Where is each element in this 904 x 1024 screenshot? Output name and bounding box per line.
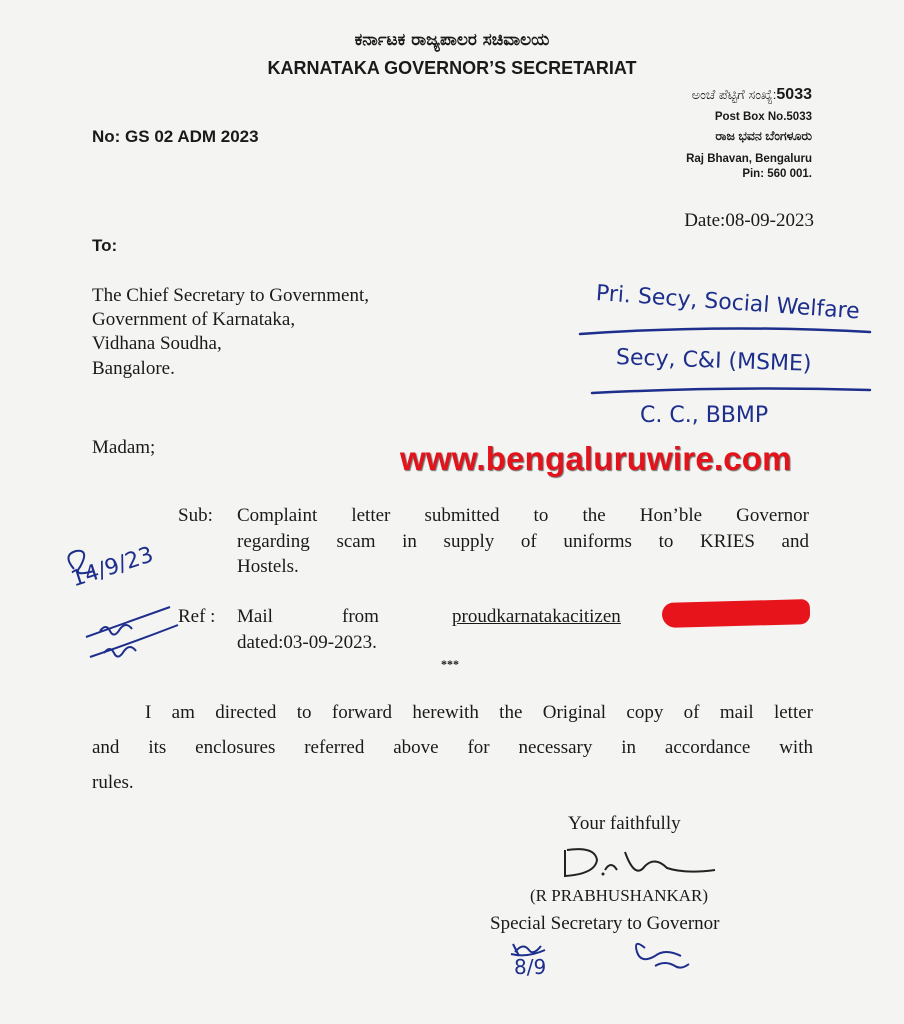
handwritten-initials-date: 8/9 [514,955,547,979]
handwritten-initials [505,930,705,1020]
website-watermark: www.bengaluruwire.com [400,440,792,477]
reference-label: Ref : [178,606,216,627]
signature [555,840,725,885]
reference-from: from [342,606,379,627]
body-line: I am directed to forward herewith the Original copy of mail letter [145,702,813,723]
recipient-line: The Chief Secretary to Government, [92,285,369,306]
salutation: Madam; [92,437,156,458]
reference-number: No: GS 02 ADM 2023 [92,127,259,146]
separator-stars: *** [441,657,459,671]
kannada-letterhead-title: ಕರ್ನಾಟಕ ರಾಜ್ಯಪಾಲರ ಸಚಿವಾಲಯ [354,30,550,50]
body-line: and its enclosures referred above for necessary in accordance with [92,737,813,758]
handwritten-underlines [570,320,890,400]
pin-code: Pin: 560 001. [742,168,812,180]
letterhead-title: KARNATAKA GOVERNOR’S SECRETARIAT [267,58,637,78]
handwritten-endorsement-line: Pri. Secy, Social Welfare [595,281,861,325]
reference-dated: dated:03-09-2023. [237,632,377,653]
redaction-mark [662,599,811,628]
raj-bhavan-address: Raj Bhavan, Bengaluru [686,153,812,165]
handwritten-endorsement-line: C. C., BBMP [640,403,769,428]
signatory-designation: Special Secretary to Governor [490,913,720,934]
letter-date: Date:08-09-2023 [684,210,814,231]
kannada-raj-bhavan: ರಾಜ ಭವನ ಬೆಂಗಳೂರು [715,129,812,143]
recipient-line: Bangalore. [92,358,175,379]
recipient-line: Government of Karnataka, [92,309,296,330]
subject-label: Sub: [178,505,213,526]
reference-mail: Mail [237,606,273,627]
subject-line: Hostels. [237,556,299,577]
handwritten-stamp-date: 14/9/23 [68,542,157,593]
post-box: Post Box No.5033 [714,111,812,123]
reference-email: proudkarnatakacitizen [452,606,621,627]
subject-line: regarding scam in supply of uniforms to KRIES and [237,531,809,552]
closing: Your faithfully [568,813,681,834]
subject-line: Complaint letter submitted to the Hon’ble Governor [237,505,809,526]
signatory-name: (R PRABHUSHANKAR) [530,886,709,905]
kannada-po-box-prefix: ಅಂಚೆ ಪೆಟ್ಟಿಗೆ ಸಂಖ್ಯೆ: [691,87,777,102]
recipient-line: Vidhana Soudha, [92,333,222,354]
body-line: rules. [92,772,134,793]
kannada-po-box-number: 5033 [776,86,812,103]
kannada-po-box [692,86,812,104]
handwritten-endorsement-line: Secy, C&I (MSME) [615,345,812,377]
to-label: To: [92,236,118,255]
